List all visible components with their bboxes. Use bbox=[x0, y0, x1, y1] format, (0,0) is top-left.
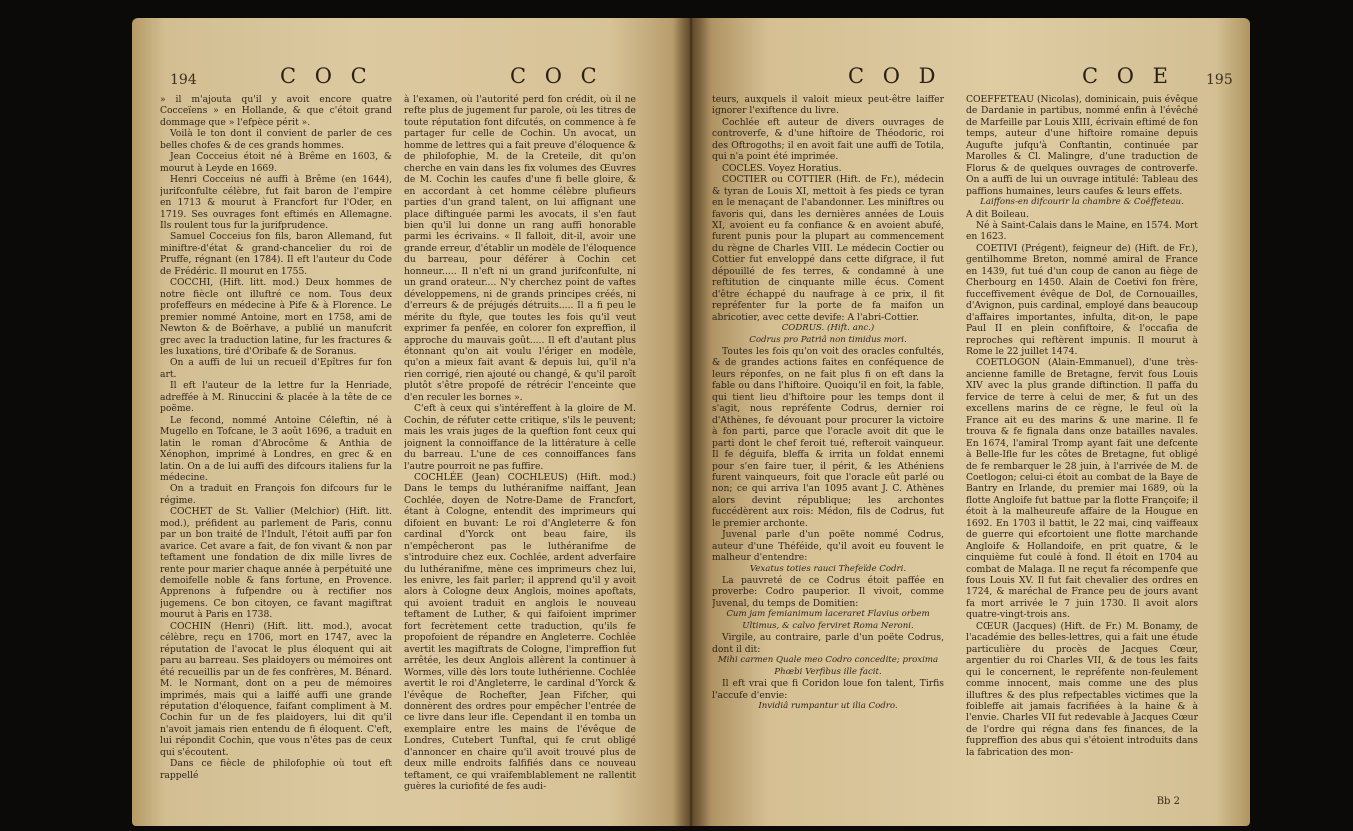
paragraph: COCCHI, (Hift. litt. mod.) Deux hommes de notre fiècle ont illuftré ce nom. Tous deux profeffeurs en médecine à Pife & à Florence. Le premier nommé Antoine, mort en 1758, ami de Newton & de Boërhave, a publié un manufcrit grec avec la traduction latine, fur les fractures & les luxations, tiré d'Oribafe & de Soranus. bbox=[160, 277, 392, 357]
paragraph: COCHIN (Henri) (Hift. litt. mod.), avocat célèbre, reçu en 1706, mort en 1747, avec la réputation de l'avocat le plus éloquent qui ait paru au barreau. Ses plaidoyers ou mémoires ont été recueillis par un de fes confrères, M. Bénard. M. le Normant, dont on a peu de mémoires imprimés, mais qui a laiffé auffi une grande réputation d'éloquence, faifant compliment à M. Cochin fur un de fes plaidoyers, lui dit qu'il n'avoit jamais rien entendu de fi éloquent. C'eft, lui répondit Cochin, que vous n'êtes pas de ceux qui s'écoutent. bbox=[160, 620, 392, 758]
paragraph: COCHLÉE (Jean) COCHLEUS) (Hift. mod.) Dans le temps du luthéranifme naiffant, Jean Cochlée, doyen de Notre-Dame de Francfort, étant à Cologne, entendit des imprimeurs qui difoient en buvant: Le roi d'Angleterre & fon cardinal d'Yorck ont beau faire, ils n'empêcheront pas le luthéranifme de s'introduire chez eux. Cochlée, ardent adverfaire du luthéranifme, mène ces imprimeurs chez lui, les enivre, les fait parler; il apprend qu'il y avoit alors à Cologne deux Anglois, moines apoftats, qui avoient traduit en anglois le nouveau teftament de Luther, & qui faifoient imprimer fort fecrètement cette traduction, qu'ils fe propofoient de répandre en Angleterre. Cochlée avertit les magiftrats de Cologne, l'impreffion fut arrêtée, les deux Anglois allèrent la continuer à Wormes, ville dès lors toute luthérienne. Cochlée avertit le roi d'Angleterre, le cardinal d'Yorck & l'évêque de Rochefter, Jean Fifcher, qui donnèrent des ordres pour empêcher l'entrée de ce livre dans leur ifle. Cependant il en tomba un exemplaire entre les mains de l'évêque de Londres, Cutebert Tunftal, qui fe crut obligé d'annoncer en chaire qu'il avoit trouvé plus de deux mille endroits falfifiés dans ce nouveau teftament, ce qui vraifemblablement ne rallentit guères la curiofité de fes audi- bbox=[404, 471, 636, 793]
left-page-column-1 bbox=[160, 94, 392, 804]
paragraph: Voilà le ton dont il convient de parler de ces belles chofes & de ces grands hommes. bbox=[160, 128, 392, 151]
paragraph: La pauvreté de ce Codrus étoit paffée en proverbe: Codro pauperior. Il vivoit, comme Juvenal, du temps de Domitien: bbox=[712, 575, 944, 609]
paragraph: COCTIER ou COTTIER (Hift. de Fr.), médecin & tyran de Louis XI, mettoit à fes pieds ce tyran en le menaçant de l'abandonner. Les miniftres ou favoris qui, dans les dernières années de Louis XI, avoient eu fa confiance & en avoient abufé, furent punis pour la plupart au commencement du règne de Charles VIII. Le médecin Coctier ou Cottier fut enveloppé dans cette difgrace, il fut dépouillé de fes terres, & condamné à une reftitution de cinquante mille écus. Coment d'être échappé du naufrage à ce prix, il fit repréfenter fur la porte de fa maifon un abricotier, avec cette devife: A l'abri-Cottier. bbox=[712, 174, 944, 323]
paragraph: COCHET de St. Vallier (Melchior) (Hift. litt. mod.), préfident au parlement de Paris, connu par un bon traité de l'Indult, l'étoit auffi par fon avarice. Cet avare a fait, de fon vivant & non par teftament une fondation de dix mille livres de rente pour marier chaque année à perpétuité une demoifelle noble & fans fortune, en Provence. Apprenons à fufpendre ou à rectifier nos jugemens. Ce bon citoyen, ce favant magiftrat mourut à Paris en 1738. bbox=[160, 506, 392, 621]
paragraph: CŒUR (Jacques) (Hift. de Fr.) M. Bonamy, de l'académie des belles-lettres, qui a fait une étude particulière du procès de Jacques Cœur, argentier du roi Charles VII, & de tous les faits qui le concernent, le repréfente non-feulement comme innocent, mais comme une des plus illuftres & des plus refpectables victimes que la foibleffe ait jamais facrifiées à la haine & à l'envie. Charles VII fut redevable à Jacques Cœur de l'ordre qui régna dans fes finances, de la fuppreffion des abus qui s'étoient introduits dans la fabrication des mon- bbox=[966, 620, 1198, 758]
paragraph: On a traduit en François fon difcours fur le régime. bbox=[160, 483, 392, 506]
paragraph: » il m'ajouta qu'il y avoit encore quatre Cocceïens » en Hollande, & que c'étoit grand dommage que » l'efpèce périt ». bbox=[160, 94, 392, 128]
verse-quotation: Laiffons-en difcourir la chambre & Coëffeteau. bbox=[980, 197, 1184, 208]
paragraph: Le fecond, nommé Antoine Céleftin, né à Mugello en Tofcane, le 3 août 1696, a traduit en latin le roman d'Abrocôme & Anthia de Xénophon, imprimé à Londres, en grec & en latin. On a de lui auffi des difcours italiens fur la médecine. bbox=[160, 414, 392, 483]
latin-quotation: Codrus pro Patriâ non timidus mori. bbox=[749, 334, 907, 345]
left-page bbox=[132, 18, 692, 826]
left-page-column-2 bbox=[404, 94, 636, 804]
paragraph: Henri Cocceius né auffi à Brême (en 1644), jurifconfulte célèbre, fut fait baron de l'empire en 1713 & mourut à Francfort fur l'Oder, en 1719. Ses ouvrages font eftimés en Allemagne. Ils roulent tous fur la jurifprudence. bbox=[160, 174, 392, 231]
page-number-right: 195 bbox=[1206, 72, 1233, 88]
latin-quotation: Mihi carmen Quale meo Codro concedite; proxima Phœbi Verfibus ille facit. bbox=[717, 655, 939, 677]
right-page-column-2 bbox=[966, 94, 1198, 804]
paragraph: Il eft l'auteur de la lettre fur la Henriade, adreffée à M. Rinuccini & placée à la tête de ce poëme. bbox=[160, 380, 392, 415]
paragraph: à l'examen, où l'autorité perd fon crédit, où il ne refte plus de jugement fur parole, où les titres de toute réputation font difcutés, on commence à fe partager fur celle de Cochin. Un avocat, un homme de lettres qui a fait preuve d'éloquence & de philofophie, M. de la Creteile, dit qu'on cherche en vain dans les fix volumes des Œuvres de M. Cochin les caufes d'une fi belle gloire, & en accordant à cet homme célèbre plufieurs parties d'un grand talent, on lui affignant une place diftinguée parmi les avocats, il s'en faut bien qu'il lui donne un rang auffi honorable parmi les écrivains. « Il falloit, dit-il, avoir une grande erreur, d'établir un modèle de l'éloquence du barreau, pour déférer à Cochin cet honneur..... Il n'eft ni un grand jurifconfulte, ni un grand orateur.... N'y cherchez point de vaftes développemens, ni de grands principes créés, ni d'erreurs & de préjugés détruits..... Il a fi peu le mérite du ftyle, que toutes les fois qu'il veut exprimer fa penfée, en colorer fon expreffion, il approche du mauvais goût..... Il eft d'autant plus étonnant qu'on ait voulu l'ériger en modèle, qu'on a mieux fait avant & depuis lui, qu'il n'a rien corrigé, rien ajouté ou changé, & qu'il paroît plutôt s'être propofé de rétrécir l'enceinte que d'en reculer les bornes ». bbox=[404, 94, 636, 403]
latin-quotation: Vexatus toties rauci Thefeïde Codri. bbox=[749, 563, 907, 574]
paragraph: COEFFETEAU (Nicolas), dominicain, puis évêque de Dardanie in partibus, nommé enfin à l'évêché de Marfeille par Louis XIII, écrivain eftimé de fon temps, auteur d'une hiftoire romaine depuis Augufte jufqu'à Conftantin, continuée par Marolles & Cl. Malingre, d'une traduction de Florus & de quelques ouvrages de controverfe. On a auffi de lui un ouvrage intitulé: Tableau des paffions humaines, leurs caufes & leurs effets. bbox=[966, 94, 1198, 197]
paragraph: Virgile, au contraire, parle d'un poëte Codrus, dont il dit: bbox=[712, 632, 944, 655]
latin-quotation: Cum jam femianimum laceraret Flavius orbem Ultimus, & calvo ferviret Roma Neroni. bbox=[726, 609, 930, 631]
running-head-right: C O D bbox=[848, 64, 942, 88]
paragraph: Né à Saint-Calais dans le Maine, en 1574. Mort en 1623. bbox=[966, 219, 1198, 243]
right-page bbox=[690, 18, 1250, 826]
running-head-left-2: C O C bbox=[510, 64, 603, 88]
section-heading: CODRUS. (Hift. anc.) bbox=[781, 323, 875, 334]
paragraph: COETIVI (Prégent), feigneur de) (Hift. de Fr.), gentilhomme Breton, nommé amiral de France en 1439, fut tué d'un coup de canon au fiège de Cherbourg en 1450. Alain de Coetivi fon frère, fucceffivement évêque de Dol, de Cornouailles, d'Avignon, puis cardinal, employé dans beaucoup d'affaires importantes, infulta, dit-on, le pape Paul II en plein confiftoire, & l'occafia de reproches qui reftèrent impunis. Il mourut à Rome le 22 juillet 1474. bbox=[966, 242, 1198, 357]
paragraph: Il eft vrai que fi Coridon loue fon talent, Tirfis l'accufe d'envie: bbox=[712, 678, 944, 701]
latin-quotation: Invidiâ rumpantur ut ilia Codro. bbox=[758, 701, 898, 712]
running-head-left: C O C bbox=[280, 64, 373, 88]
paragraph: C'eft à ceux qui s'intéreffent à la gloire de M. Cochin, de réfuter cette critique, s'ils le peuvent; mais les vrais juges de la queftion font ceux qui joignent la connoiffance de la littérature à celle du barreau. L'une de ces connoiffances fans l'autre pourroit ne pas fuffire. bbox=[404, 403, 636, 472]
page-number-left: 194 bbox=[170, 72, 197, 88]
paragraph: Toutes les fois qu'on voit des oracles confultés, & de grandes actions faites en conféquence de leurs réponfes, on ne fait plus fi on eft dans la fable ou dans l'hiftoire. Quoiqu'il en foit, la fable, qui tient lieu d'hiftoire pour les temps dont il s'agit, nous repréfente Codrus, dernier roi d'Athènes, fe dévouant pour procurer la victoire à fon parti, parce que l'oracle avoit dit que le parti dont le chef feroit tué, refteroit vainqueur. Il fe déguifa, bleffa & irrita un foldat ennemi pour s'en faire tuer, il périt, & les Athéniens furent vainqueurs, foit que l'oracle eût parlé ou non; ce qui arriva l'an 1095 avant J. C. Athènes alors devint république; les archontes fuccédèrent aux rois: Médon, fils de Codrus, fut le premier archonte. bbox=[712, 345, 944, 529]
paragraph: Juvenal parle d'un poëte nommé Codrus, auteur d'une Théféide, qu'il avoit eu fouvent le malheur d'entendre: bbox=[712, 529, 944, 564]
paragraph: Jean Cocceius étoit né à Brême en 1603, & mourut à Leyde en 1669. bbox=[160, 151, 392, 174]
paragraph: COETLOGON (Alain-Emmanuel), d'une très-ancienne famille de Bretagne, fervit fous Louis XIV avec la plus grande diftinction. Il paffa du fervice de terre à celui de mer, & fut un des excellens marins de ce règne, le feul où la France ait eu des marins & une marine. Il fe trouva & fe fignala dans onze batailles navales. En 1674, l'amiral Tromp ayant fait une defcente à Belle-Ifle fur les côtes de Bretagne, fut obligé de fe rembarquer le 28 juin, à l'arrivée de M. de Coetlogon; celui-ci étoit au combat de la Baye de Bantry en Irlande, du premier mai 1689, où la flotte Angloife fut battue par la flotte Françoife; il étoit à la malheureufe affaire de la Hougue en 1692. En 1703 il battit, le 22 mai, cinq vaiffeaux de guerre qui efcortoient une flotte marchande Angloife & Hollandoife, en prit quatre, & le cinquième fut coulé à fond. Il étoit en 1704 au combat de Malaga. Il ne reçut fa récompenfe que fous Louis XV. Il fut fait chevalier des ordres en 1724, & maréchal de France peu de jours avant fa mort arrivée le 7 juin 1730. Il avoit alors quatre-vingt-trois ans. bbox=[966, 357, 1198, 621]
paragraph: Samuel Cocceius fon fils, baron Allemand, fut miniftre-d'état & grand-chancelier du roi de Pruffe, régnant (en 1784). Il eft l'auteur du Code de Frédéric. Il mourut en 1755. bbox=[160, 231, 392, 277]
running-head-right-2: C O E bbox=[1082, 64, 1174, 88]
paragraph: teurs, auxquels il valoit mieux peut-être laiffer ignorer l'exiftence du livre. bbox=[712, 94, 944, 117]
open-book bbox=[132, 18, 1250, 826]
paragraph: A dit Boileau. bbox=[966, 208, 1029, 220]
paragraph: Dans ce fiècle de philofophie où tout eft rappellé bbox=[160, 758, 392, 781]
paragraph: Cochlée eft auteur de divers ouvrages de controverfe, & d'une hiftoire de Théodoric, roi des Oftrogoths; il en avoit fait une auffi de Totila, qui n'a point été imprimée. bbox=[712, 116, 944, 163]
right-page-column-1 bbox=[712, 94, 944, 804]
paragraph: COCLES. Voyez Horatius. bbox=[722, 162, 842, 174]
signature-mark: Bb 2 bbox=[1156, 796, 1180, 807]
paragraph: On a auffi de lui un recueil d'Epîtres fur fon art. bbox=[160, 357, 392, 380]
